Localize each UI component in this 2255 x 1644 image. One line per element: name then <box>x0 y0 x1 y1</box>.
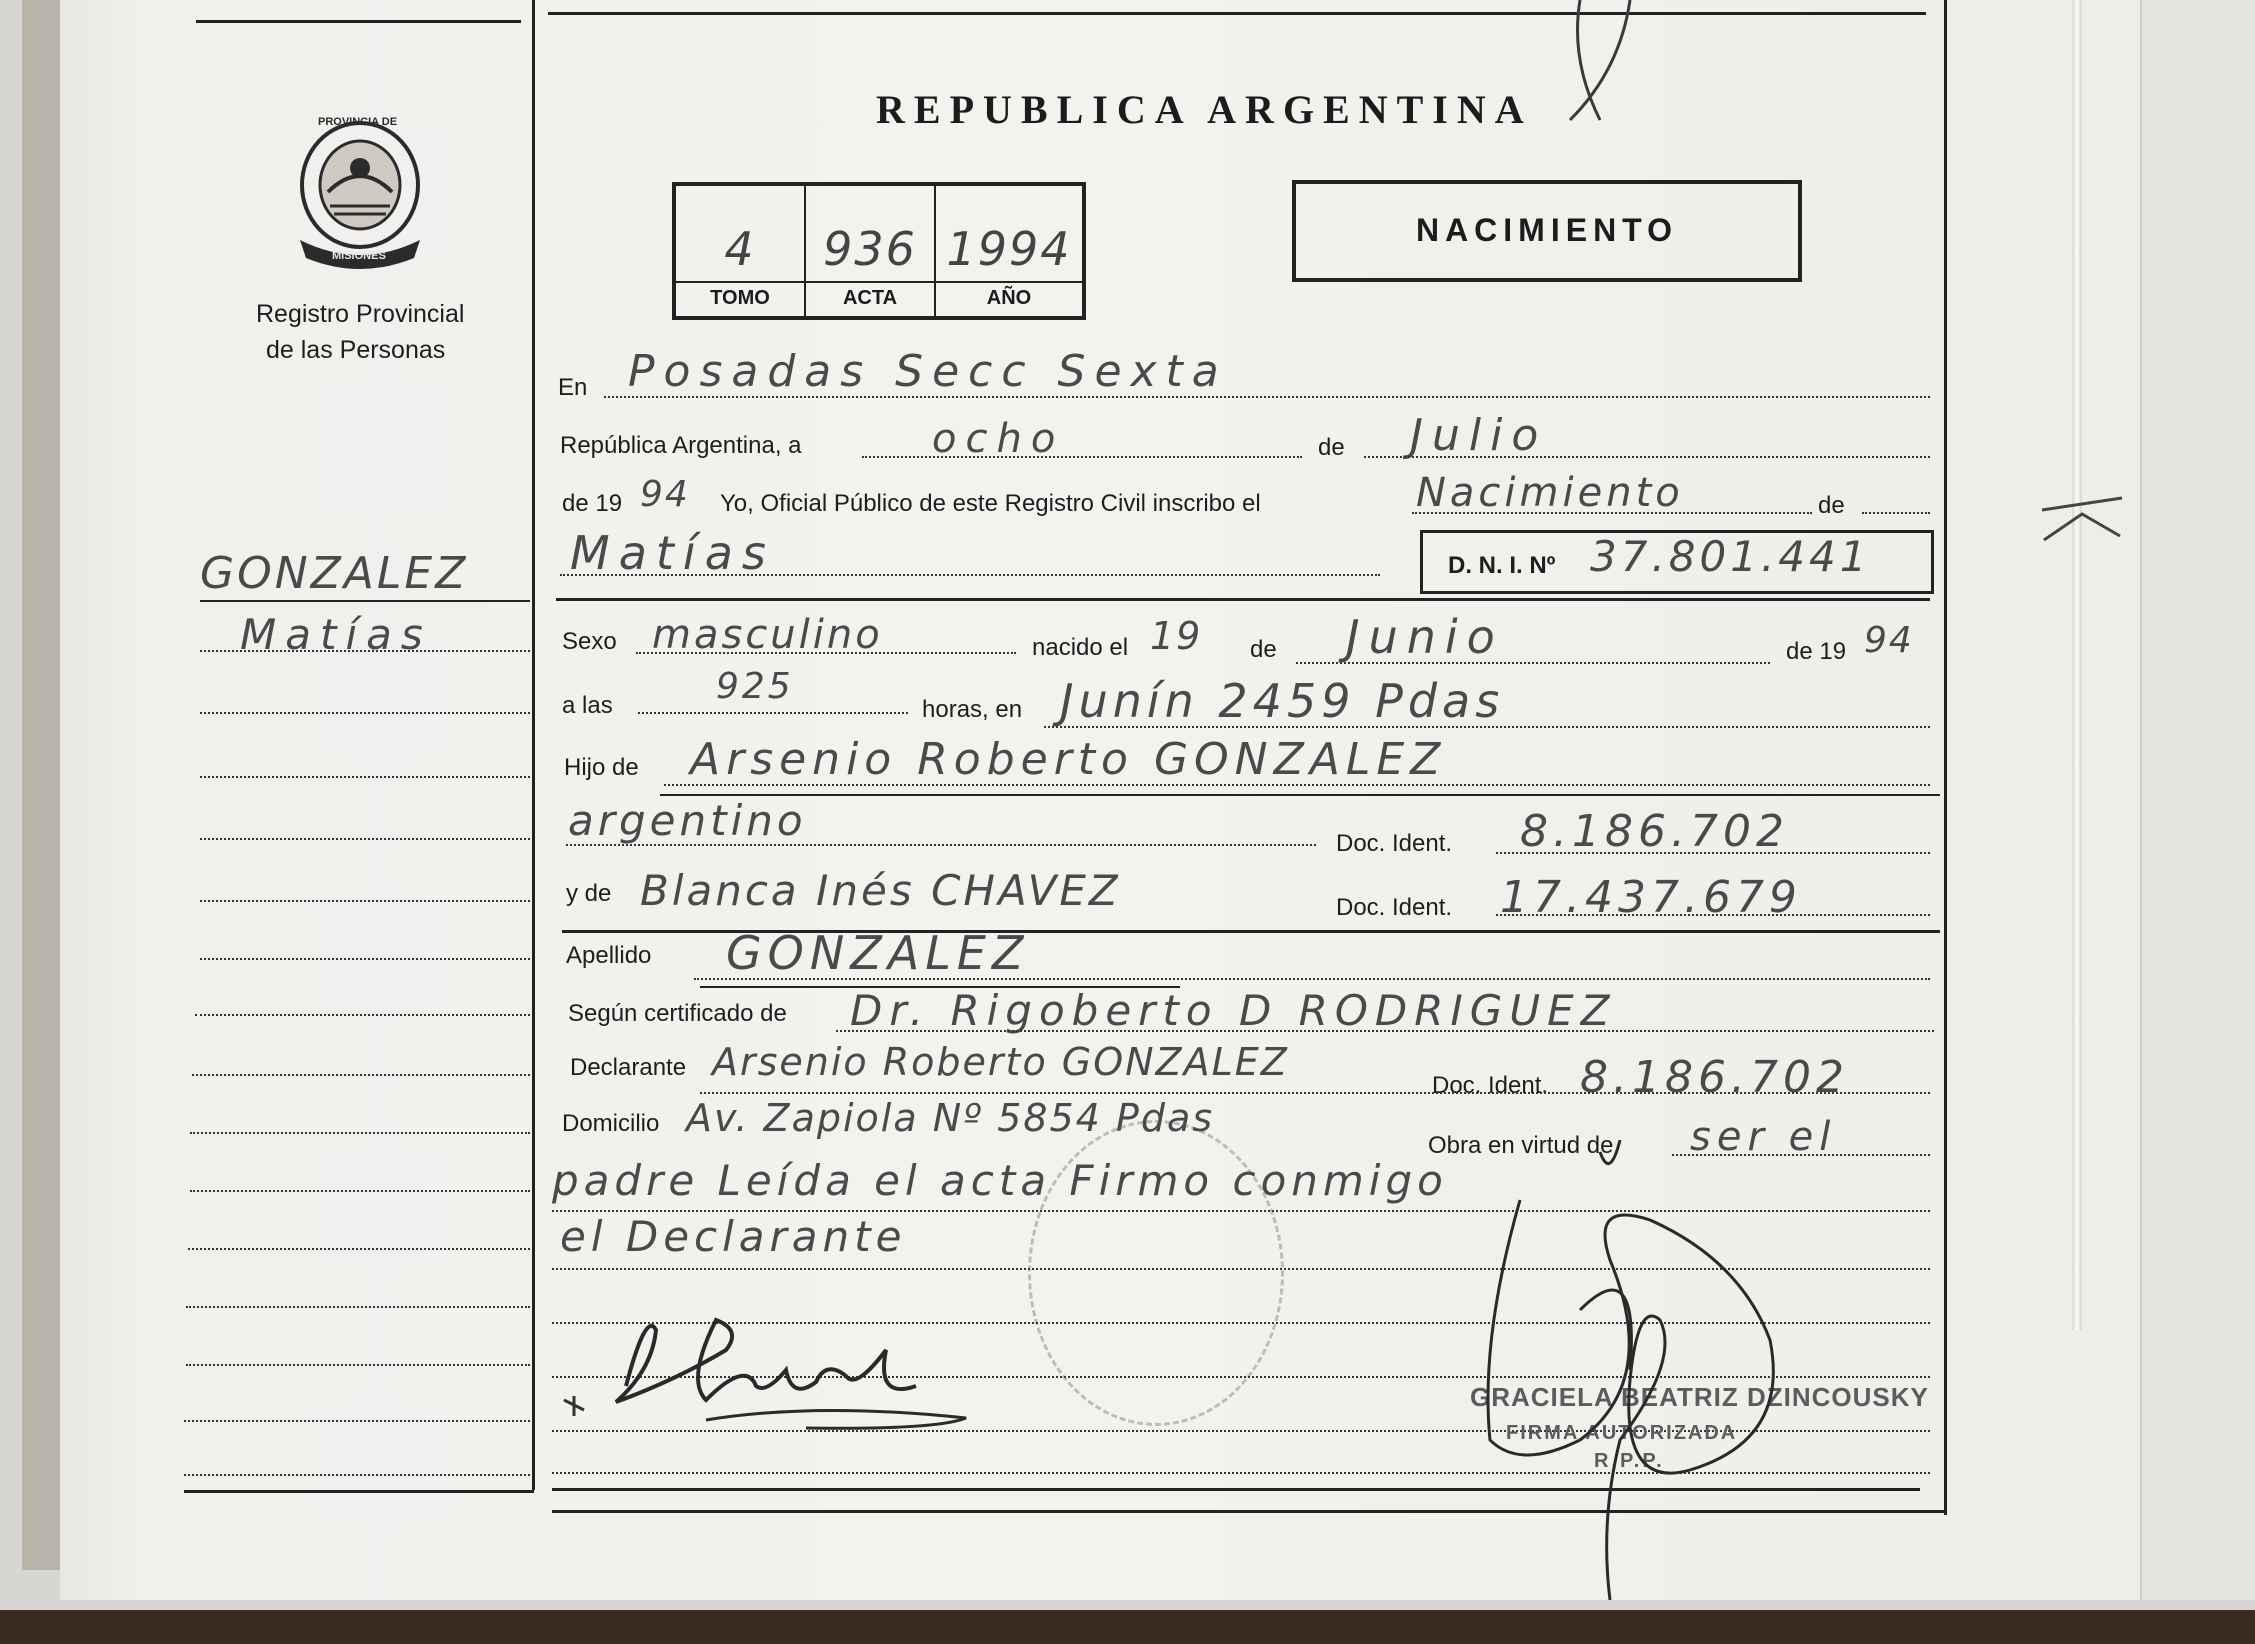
ano-label: AÑO <box>936 281 1082 310</box>
birth-time-value: 925 <box>716 666 794 707</box>
day-words-value: ocho <box>932 416 1065 462</box>
month-value: Julio <box>1410 410 1548 461</box>
margin-dotline-13 <box>186 1364 530 1366</box>
official-signature <box>1460 1140 1800 1600</box>
binding-thread <box>2072 0 2082 1330</box>
margin-dotline-5 <box>200 900 530 902</box>
registry-line-1: Registro Provincial <box>256 300 465 328</box>
section-rule-2 <box>660 794 1940 796</box>
margin-dotline-6 <box>200 958 530 960</box>
dni-value: 37.801.441 <box>1590 532 1871 581</box>
de-label-2: de <box>1818 492 1845 519</box>
margin-dotline-12 <box>186 1306 530 1308</box>
alas-label: a las <box>562 692 613 719</box>
right-border <box>1944 0 1947 1515</box>
birth-place-value: Junín 2459 Pdas <box>1060 674 1505 728</box>
mother-doc-value: 17.437.679 <box>1500 872 1802 923</box>
child-name-value: Matías <box>570 526 775 580</box>
father-name-value: Arsenio Roberto GONZALEZ <box>690 734 1447 785</box>
de-label: de <box>1318 434 1345 461</box>
de19-label: de 19 <box>1786 638 1847 665</box>
margin-dotline-9 <box>190 1132 530 1134</box>
certificado-label: Según certificado de <box>568 1000 787 1027</box>
seal-bottom-text: MISIONES <box>332 250 386 262</box>
domicilio-label: Domicilio <box>562 1110 660 1137</box>
obra-value: ser el <box>1690 1114 1837 1160</box>
declarant-signature <box>556 1290 996 1450</box>
act-kind-value: Nacimiento <box>1416 470 1684 516</box>
bottom-rule-left <box>184 1490 534 1493</box>
place-value: Posadas Secc Sexta <box>628 346 1228 397</box>
declarante-value: Arsenio Roberto GONZALEZ <box>712 1040 1289 1084</box>
hijo-label: Hijo de <box>564 754 639 781</box>
tomo-value: 4 <box>724 222 756 276</box>
thread-knot <box>2032 490 2132 550</box>
margin-dotline-7 <box>195 1014 530 1016</box>
de-label-3: de <box>1250 636 1277 663</box>
official-stamp-name: GRACIELA BEATRIZ DZINCOUSKY <box>1470 1382 1929 1412</box>
republica-label: República Argentina, a <box>560 432 802 459</box>
year-prefix: de 19 <box>562 490 623 517</box>
yde-label: y de <box>566 880 612 907</box>
father-doc-line <box>1496 852 1930 854</box>
obra-cont-1: padre Leída el acta Firmo conmigo <box>552 1156 1448 1205</box>
margin-given-name: Matías <box>240 610 432 659</box>
sexo-value: masculino <box>652 612 883 658</box>
acta-value: 936 <box>823 222 917 276</box>
declarante-doc-value: 8.186.702 <box>1580 1052 1849 1103</box>
dni-label: D. N. I. Nº <box>1448 552 1556 579</box>
margin-dotline-15 <box>184 1474 530 1476</box>
margin-dotline-3 <box>200 776 530 778</box>
act-kind-line-2 <box>1862 512 1930 514</box>
margin-surname: GONZALEZ <box>200 548 469 599</box>
section-rule-1 <box>556 598 1930 601</box>
apellido-label: Apellido <box>566 942 652 969</box>
birth-day-value: 19 <box>1150 614 1203 658</box>
act-kind-line <box>1412 512 1812 514</box>
margin-dotline-4 <box>200 838 530 840</box>
official-stamp-role: FIRMA AUTORIZADA <box>1506 1422 1738 1444</box>
apellido-value: GONZALEZ <box>726 926 1030 980</box>
next-page-edge <box>2140 0 2255 1600</box>
horas-label: horas, en <box>922 696 1023 723</box>
sexo-line <box>636 652 1016 654</box>
margin-dotline-11 <box>188 1248 530 1250</box>
birth-month-value: Junio <box>1346 610 1504 664</box>
seal-top-text: PROVINCIA DE <box>318 116 398 128</box>
mother-name-value: Blanca Inés CHAVEZ <box>640 866 1121 915</box>
declarante-line <box>700 1092 1930 1094</box>
child-name-line <box>560 574 1380 576</box>
birth-month-line <box>1296 662 1770 664</box>
registry-line-2: de las Personas <box>266 336 446 364</box>
act-type-label: NACIMIENTO <box>1415 212 1679 248</box>
tomo-cell <box>676 186 806 316</box>
tomo-label: TOMO <box>676 281 804 310</box>
doc-label-3: Doc. Ident. <box>1432 1072 1549 1099</box>
birth-time-line <box>638 712 908 714</box>
certificado-value: Dr. Rigoberto D RODRIGUEZ <box>850 986 1617 1035</box>
margin-rule-1 <box>200 600 530 602</box>
record-id-box <box>672 182 1086 320</box>
mother-doc-line <box>1496 914 1930 916</box>
father-name-line <box>664 784 1930 786</box>
acta-cell <box>806 186 936 316</box>
birth-year-suffix: 94 <box>1864 620 1914 661</box>
margin-dotline-1 <box>200 650 530 652</box>
pencil-marks <box>1540 0 1670 130</box>
ano-value: 1994 <box>946 222 1072 276</box>
domicilio-value: Av. Zapiola Nº 5854 Pdas <box>686 1096 1215 1140</box>
apellido-line <box>694 978 1930 980</box>
year-suffix: 94 <box>640 474 690 515</box>
declarante-label: Declarante <box>570 1054 687 1081</box>
en-label: En <box>558 374 588 401</box>
obra-cont-2: el Declarante <box>560 1212 907 1261</box>
doc-label: Doc. Ident. <box>1336 830 1453 857</box>
book-spine <box>22 0 62 1570</box>
left-column-border <box>532 0 535 1490</box>
father-nationality-line <box>566 844 1316 846</box>
ano-cell <box>936 186 1082 316</box>
nacido-label: nacido el <box>1032 634 1129 661</box>
margin-dotline-14 <box>184 1420 530 1422</box>
top-rule-left <box>196 20 521 23</box>
father-nationality-value: argentino <box>568 796 807 845</box>
sexo-label: Sexo <box>562 628 617 655</box>
day-words-line <box>862 456 1302 458</box>
obra-label: Obra en virtud de <box>1428 1132 1614 1159</box>
doc-label-2: Doc. Ident. <box>1336 894 1453 921</box>
margin-dotline-8 <box>192 1074 530 1076</box>
birth-place-line <box>1044 726 1930 728</box>
act-type-box <box>1292 180 1802 282</box>
certificado-line <box>836 1030 1934 1032</box>
margin-dotline-2 <box>200 712 530 714</box>
country-title: REPUBLICA ARGENTINA <box>876 87 1533 132</box>
inscribo-text: Yo, Oficial Público de este Registro Civil inscribo el <box>720 490 1261 517</box>
father-doc-value: 8.186.702 <box>1520 806 1789 857</box>
faint-circular-stamp <box>1028 1120 1284 1426</box>
acta-label: ACTA <box>806 281 934 310</box>
official-stamp-sub: R.P.P. <box>1594 1450 1665 1472</box>
month-line <box>1364 456 1930 458</box>
top-rule-main <box>548 12 1926 15</box>
place-line <box>604 396 1930 398</box>
margin-dotline-10 <box>190 1190 530 1192</box>
